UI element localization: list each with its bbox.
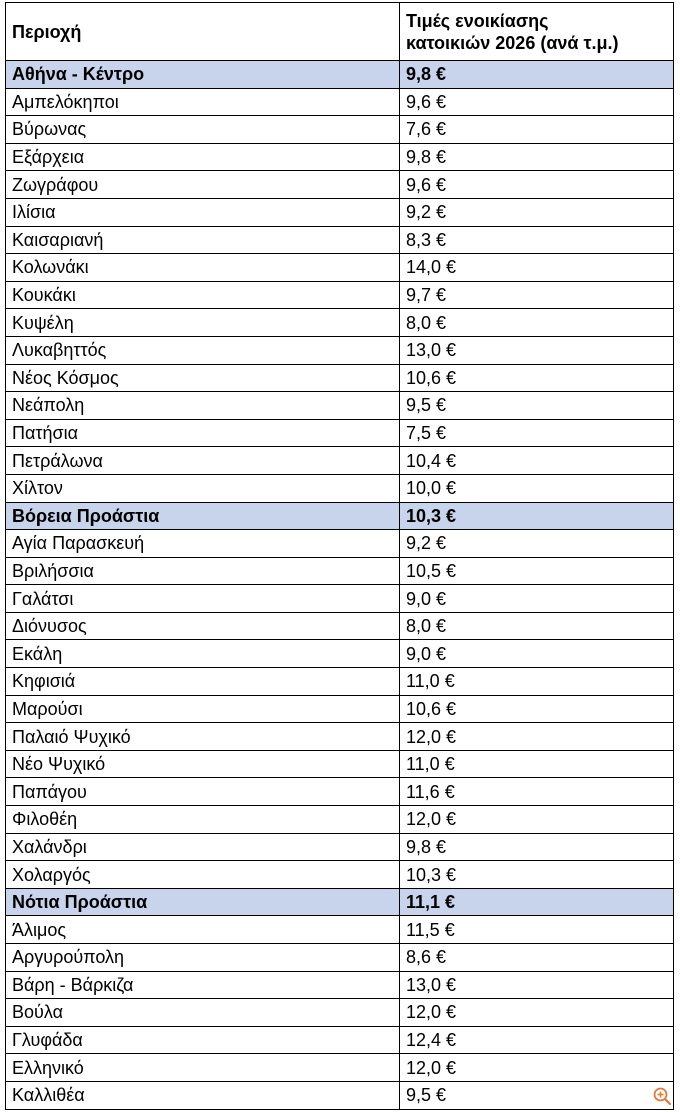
- table-row: [6, 557, 674, 585]
- table-row: [6, 1054, 674, 1082]
- area-name-cell: Βριλήσσια: [6, 557, 400, 585]
- area-price-cell: 12,4 €: [400, 1026, 674, 1054]
- table-row: [6, 833, 674, 861]
- area-price-cell: 11,0 €: [400, 668, 674, 696]
- table-row: [6, 88, 674, 116]
- area-name-cell: Καισαριανή: [6, 226, 400, 254]
- table-row: [6, 447, 674, 475]
- area-name-cell: Μαρούσι: [6, 695, 400, 723]
- area-name-cell: Ελληνικό: [6, 1054, 400, 1082]
- area-price-cell: 12,0 €: [400, 806, 674, 834]
- table-row: [6, 695, 674, 723]
- area-price-cell: 10,6 €: [400, 364, 674, 392]
- area-name-cell: Νέο Ψυχικό: [6, 750, 400, 778]
- area-price-cell: 9,6 €: [400, 88, 674, 116]
- area-name-cell: Νέος Κόσμος: [6, 364, 400, 392]
- area-price-cell: 11,0 €: [400, 750, 674, 778]
- area-name-cell: Άλιμος: [6, 916, 400, 944]
- area-name-cell: Εκάλη: [6, 640, 400, 668]
- area-name-cell: Παπάγου: [6, 778, 400, 806]
- area-name-cell: Νεάπολη: [6, 392, 400, 420]
- area-name-cell: Βούλα: [6, 999, 400, 1027]
- region-price-cell: 10,3 €: [400, 502, 674, 530]
- header-price: [400, 3, 674, 61]
- area-name-cell: Γαλάτσι: [6, 585, 400, 613]
- area-price-cell: 8,0 €: [400, 309, 674, 337]
- area-name-cell: Κολωνάκι: [6, 254, 400, 282]
- table-row: [6, 861, 674, 889]
- header-price-line-2: κατοικιών 2026 (ανά τ.μ.): [406, 32, 619, 53]
- table-row: [6, 116, 674, 144]
- area-name-cell: Πετράλωνα: [6, 447, 400, 475]
- area-price-cell: 9,8 €: [400, 833, 674, 861]
- region-price-cell: 9,8 €: [400, 61, 674, 89]
- area-price-cell: 11,6 €: [400, 778, 674, 806]
- area-price-cell: 13,0 €: [400, 971, 674, 999]
- header-price-line-1: Τιμές ενοικίασης: [406, 10, 549, 31]
- area-name-cell: Πατήσια: [6, 419, 400, 447]
- table-row: [6, 971, 674, 999]
- table-row: [6, 254, 674, 282]
- area-price-cell: 9,2 €: [400, 530, 674, 558]
- table-row: [6, 226, 674, 254]
- table-row: [6, 309, 674, 337]
- area-price-cell: 7,5 €: [400, 419, 674, 447]
- region-name-cell: Αθήνα - Κέντρο: [6, 61, 400, 89]
- area-name-cell: Καλλιθέα: [6, 1081, 400, 1109]
- table-row: [6, 778, 674, 806]
- table-row: [6, 723, 674, 751]
- area-name-cell: Φιλοθέη: [6, 806, 400, 834]
- area-price-cell: 8,0 €: [400, 612, 674, 640]
- table-row: [6, 530, 674, 558]
- area-name-cell: Ζωγράφου: [6, 171, 400, 199]
- table-row: [6, 668, 674, 696]
- area-name-cell: Κουκάκι: [6, 281, 400, 309]
- area-price-cell: 9,0 €: [400, 640, 674, 668]
- region-name-cell: Βόρεια Προάστια: [6, 502, 400, 530]
- area-price-cell: 9,2 €: [400, 198, 674, 226]
- table-row: [6, 392, 674, 420]
- table-row: [6, 1026, 674, 1054]
- area-price-cell: 9,5 €: [400, 392, 674, 420]
- area-price-cell: 10,3 €: [400, 861, 674, 889]
- area-name-cell: Αργυρούπολη: [6, 944, 400, 972]
- area-price-cell: 9,7 €: [400, 281, 674, 309]
- table-row: [6, 198, 674, 226]
- area-name-cell: Διόνυσος: [6, 612, 400, 640]
- area-name-cell: Παλαιό Ψυχικό: [6, 723, 400, 751]
- table-row: [6, 171, 674, 199]
- table-row: [6, 806, 674, 834]
- area-price-cell: 8,3 €: [400, 226, 674, 254]
- table-row: [6, 612, 674, 640]
- table-row: [6, 336, 674, 364]
- table-row: [6, 281, 674, 309]
- area-price-cell: 10,5 €: [400, 557, 674, 585]
- area-name-cell: Γλυφάδα: [6, 1026, 400, 1054]
- area-price-cell: 9,0 €: [400, 585, 674, 613]
- table-row: [6, 419, 674, 447]
- area-name-cell: Χαλάνδρι: [6, 833, 400, 861]
- area-name-cell: Κυψέλη: [6, 309, 400, 337]
- region-row: [6, 888, 674, 916]
- table-row: [6, 640, 674, 668]
- area-price-cell: 12,0 €: [400, 723, 674, 751]
- region-row: [6, 502, 674, 530]
- area-price-cell: 10,4 €: [400, 447, 674, 475]
- area-price-cell: 7,6 €: [400, 116, 674, 144]
- area-name-cell: Κηφισιά: [6, 668, 400, 696]
- table-header-row: [6, 3, 674, 61]
- region-price-cell: 11,1 €: [400, 888, 674, 916]
- area-name-cell: Βύρωνας: [6, 116, 400, 144]
- zoom-in-icon[interactable]: [652, 1086, 672, 1106]
- table-row: [6, 364, 674, 392]
- region-row: [6, 61, 674, 89]
- area-price-cell: 9,8 €: [400, 143, 674, 171]
- area-price-cell: 9,5 €: [400, 1081, 674, 1109]
- table-row: [6, 585, 674, 613]
- rent-prices-table: [5, 2, 674, 1110]
- area-name-cell: Λυκαβηττός: [6, 336, 400, 364]
- area-price-cell: 13,0 €: [400, 336, 674, 364]
- area-name-cell: Ιλίσια: [6, 198, 400, 226]
- header-area: Περιοχή: [6, 3, 400, 61]
- area-name-cell: Βάρη - Βάρκιζα: [6, 971, 400, 999]
- area-name-cell: Χολαργός: [6, 861, 400, 889]
- area-name-cell: Αγία Παρασκευή: [6, 530, 400, 558]
- area-price-cell: 14,0 €: [400, 254, 674, 282]
- table-row: [6, 750, 674, 778]
- area-name-cell: Εξάρχεια: [6, 143, 400, 171]
- region-name-cell: Νότια Προάστια: [6, 888, 400, 916]
- table-row: [6, 916, 674, 944]
- area-price-cell: 11,5 €: [400, 916, 674, 944]
- area-price-cell: 10,0 €: [400, 474, 674, 502]
- area-price-cell: 9,6 €: [400, 171, 674, 199]
- table-row: [6, 143, 674, 171]
- area-name-cell: Αμπελόκηποι: [6, 88, 400, 116]
- table-row: [6, 999, 674, 1027]
- area-price-cell: 12,0 €: [400, 1054, 674, 1082]
- area-name-cell: Χίλτον: [6, 474, 400, 502]
- area-price-cell: 10,6 €: [400, 695, 674, 723]
- area-price-cell: 12,0 €: [400, 999, 674, 1027]
- table-row: [6, 944, 674, 972]
- area-price-cell: 8,6 €: [400, 944, 674, 972]
- table-row: [6, 474, 674, 502]
- table-row: [6, 1081, 674, 1109]
- table-body: [6, 61, 674, 1110]
